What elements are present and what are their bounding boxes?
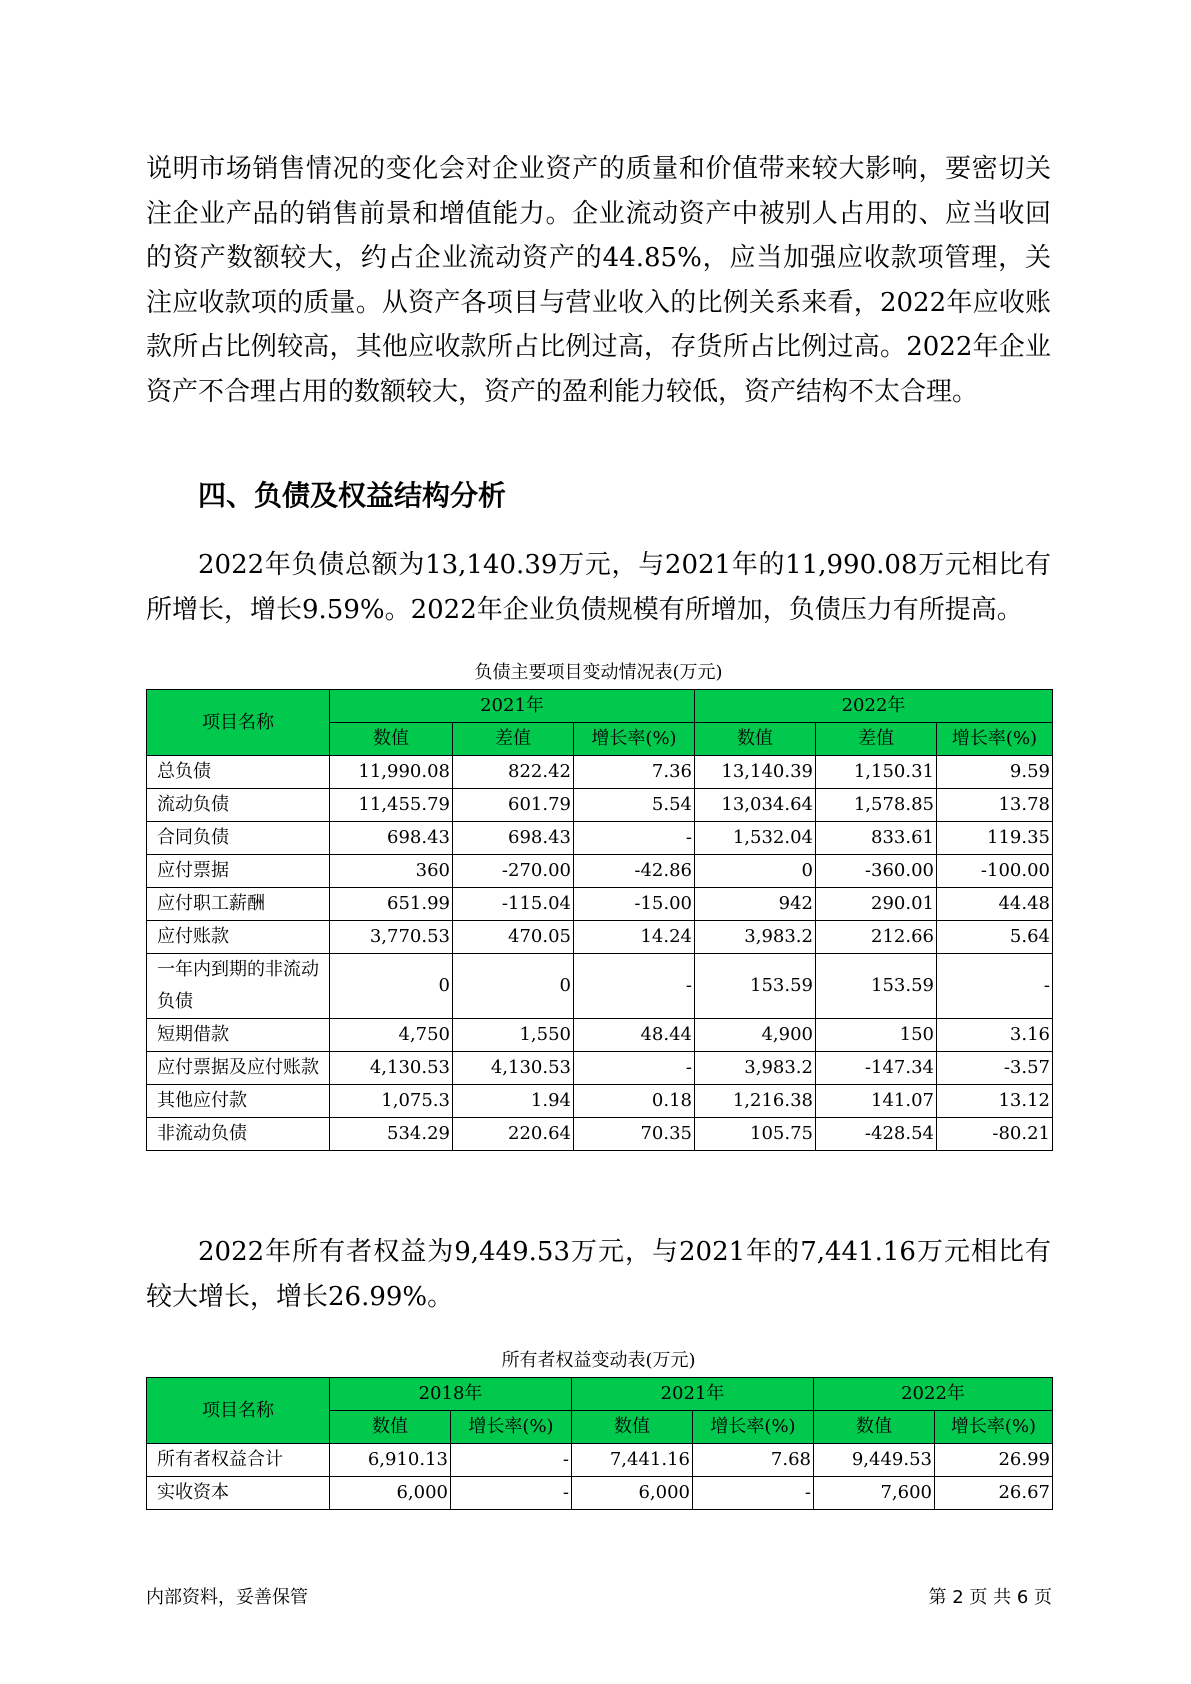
table-cell: -428.54 bbox=[816, 1118, 937, 1151]
table-cell: 11,990.08 bbox=[330, 756, 453, 789]
section-heading: 四、负债及权益结构分析 bbox=[198, 479, 507, 512]
table1-header-year-2021: 2021年 bbox=[330, 690, 695, 723]
table2-header-year-2022: 2022年 bbox=[814, 1378, 1053, 1411]
table-cell: 141.07 bbox=[816, 1085, 937, 1118]
footer-confidential: 内部资料，妥善保管 bbox=[146, 1587, 308, 1608]
table-cell: - bbox=[574, 822, 695, 855]
table-cell: 5.54 bbox=[574, 789, 695, 822]
table-cell: - bbox=[451, 1444, 572, 1477]
table-cell: -15.00 bbox=[574, 888, 695, 921]
table-cell: 212.66 bbox=[816, 921, 937, 954]
table-cell: 13.12 bbox=[937, 1085, 1053, 1118]
equity-table bbox=[146, 1377, 1053, 1510]
table-cell: 153.59 bbox=[816, 954, 937, 1019]
table-cell: 1,578.85 bbox=[816, 789, 937, 822]
table-row bbox=[147, 756, 1053, 789]
table-cell: 1,075.3 bbox=[330, 1085, 453, 1118]
table1-header-year-2022: 2022年 bbox=[695, 690, 1053, 723]
table2-col-header: 增长率(%) bbox=[693, 1411, 814, 1444]
table-cell: 11,455.79 bbox=[330, 789, 453, 822]
table-cell: 13.78 bbox=[937, 789, 1053, 822]
table-cell: 70.35 bbox=[574, 1118, 695, 1151]
table-cell: - bbox=[574, 1052, 695, 1085]
table1-col-header: 数值 bbox=[330, 723, 453, 756]
paragraph-liabilities: 2022年负债总额为13,140.39万元，与2021年的11,990.08万元相比有所增长，增长9.59%。2022年企业负债规模有所增加，负债压力有所提高。 bbox=[146, 550, 1051, 625]
table-row bbox=[147, 1052, 1053, 1085]
table2-col-header: 增长率(%) bbox=[935, 1411, 1053, 1444]
table-cell: - bbox=[574, 954, 695, 1019]
row-label: 应付票据及应付账款 bbox=[147, 1052, 330, 1085]
row-label: 非流动负债 bbox=[147, 1118, 330, 1151]
table-cell: 4,130.53 bbox=[330, 1052, 453, 1085]
table1-caption: 负债主要项目变动情况表(万元) bbox=[474, 662, 723, 683]
table-cell: -100.00 bbox=[937, 855, 1053, 888]
table-cell: 48.44 bbox=[574, 1019, 695, 1052]
row-label: 其他应付款 bbox=[147, 1085, 330, 1118]
table-cell: 1,550 bbox=[453, 1019, 574, 1052]
table-cell: 119.35 bbox=[937, 822, 1053, 855]
table-cell: 3,770.53 bbox=[330, 921, 453, 954]
table-cell: 601.79 bbox=[453, 789, 574, 822]
table-cell: 3.16 bbox=[937, 1019, 1053, 1052]
table-cell: 26.67 bbox=[935, 1477, 1053, 1510]
table-cell: 153.59 bbox=[695, 954, 816, 1019]
table-cell: 3,983.2 bbox=[695, 1052, 816, 1085]
table-cell: 5.64 bbox=[937, 921, 1053, 954]
table-row bbox=[147, 1019, 1053, 1052]
table2-header-year-2021: 2021年 bbox=[572, 1378, 814, 1411]
row-label: 短期借款 bbox=[147, 1019, 330, 1052]
table-cell: - bbox=[451, 1477, 572, 1510]
table-row bbox=[147, 1118, 1053, 1151]
table-cell: 6,000 bbox=[572, 1477, 693, 1510]
table-row bbox=[147, 1085, 1053, 1118]
table-row bbox=[147, 1477, 1053, 1510]
table-cell: -147.34 bbox=[816, 1052, 937, 1085]
row-label: 一年内到期的非流动负债 bbox=[147, 954, 330, 1019]
table-cell: 0 bbox=[453, 954, 574, 1019]
table-cell: 1,532.04 bbox=[695, 822, 816, 855]
table-row bbox=[147, 789, 1053, 822]
table-cell: 651.99 bbox=[330, 888, 453, 921]
table-cell: 4,900 bbox=[695, 1019, 816, 1052]
table-cell: 3,983.2 bbox=[695, 921, 816, 954]
table-cell: 4,750 bbox=[330, 1019, 453, 1052]
table-cell: 290.01 bbox=[816, 888, 937, 921]
table-cell: 822.42 bbox=[453, 756, 574, 789]
table-cell: 0 bbox=[695, 855, 816, 888]
table-cell: -270.00 bbox=[453, 855, 574, 888]
table-cell: 105.75 bbox=[695, 1118, 816, 1151]
table1-col-header: 增长率(%) bbox=[937, 723, 1053, 756]
table-cell: 833.61 bbox=[816, 822, 937, 855]
row-label: 实收资本 bbox=[147, 1477, 330, 1510]
table2-header-item: 项目名称 bbox=[147, 1378, 330, 1444]
table-cell: 698.43 bbox=[453, 822, 574, 855]
liabilities-table bbox=[146, 689, 1053, 1151]
table-cell: 220.64 bbox=[453, 1118, 574, 1151]
table1-col-header: 差值 bbox=[453, 723, 574, 756]
table-row bbox=[147, 822, 1053, 855]
table-cell: 1,150.31 bbox=[816, 756, 937, 789]
table1-header-item: 项目名称 bbox=[147, 690, 330, 756]
table-cell: 360 bbox=[330, 855, 453, 888]
table-cell: 698.43 bbox=[330, 822, 453, 855]
table-cell: 534.29 bbox=[330, 1118, 453, 1151]
table-cell: 7,600 bbox=[814, 1477, 935, 1510]
table1-col-header: 差值 bbox=[816, 723, 937, 756]
table-cell: 44.48 bbox=[937, 888, 1053, 921]
table-cell: -80.21 bbox=[937, 1118, 1053, 1151]
table-cell: 4,130.53 bbox=[453, 1052, 574, 1085]
row-label: 所有者权益合计 bbox=[147, 1444, 330, 1477]
paragraph-equity: 2022年所有者权益为9,449.53万元，与2021年的7,441.16万元相比有较大增长，增长26.99%。 bbox=[146, 1237, 1051, 1312]
table-cell: 6,000 bbox=[330, 1477, 451, 1510]
table-row bbox=[147, 1444, 1053, 1477]
table-cell: 6,910.13 bbox=[330, 1444, 451, 1477]
footer-page-number: 第 2 页 共 6 页 bbox=[928, 1587, 1052, 1608]
table-cell: 942 bbox=[695, 888, 816, 921]
table-cell: 7.36 bbox=[574, 756, 695, 789]
table-cell: 9,449.53 bbox=[814, 1444, 935, 1477]
table-cell: -115.04 bbox=[453, 888, 574, 921]
table-cell: 1,216.38 bbox=[695, 1085, 816, 1118]
row-label: 流动负债 bbox=[147, 789, 330, 822]
table-cell: -360.00 bbox=[816, 855, 937, 888]
table-cell: 26.99 bbox=[935, 1444, 1053, 1477]
table1-col-header: 数值 bbox=[695, 723, 816, 756]
table2-col-header: 数值 bbox=[814, 1411, 935, 1444]
table-cell: 7.68 bbox=[693, 1444, 814, 1477]
table-row bbox=[147, 855, 1053, 888]
table-row bbox=[147, 954, 1053, 1019]
table-row bbox=[147, 921, 1053, 954]
table-cell: 470.05 bbox=[453, 921, 574, 954]
row-label: 应付票据 bbox=[147, 855, 330, 888]
row-label: 合同负债 bbox=[147, 822, 330, 855]
paragraph-asset-structure: 说明市场销售情况的变化会对企业资产的质量和价值带来较大影响，要密切关注企业产品的销售前景和增值能力。企业流动资产中被别人占用的、应当收回的资产数额较大，约占企业流动资产的44.85%，应当加强应收款项管理，关注应收款项的质量。从资产各项目与营业收入的比例关系来看，2022年应收账款所占比例较高，其他应收款所占比例过高，存货所占比例过高。2022年企业资产不合理占用的数额较大，资产的盈利能力较低，资产结构不太合理。 bbox=[146, 154, 1051, 407]
row-label: 应付账款 bbox=[147, 921, 330, 954]
table-cell: 0.18 bbox=[574, 1085, 695, 1118]
table2-col-header: 增长率(%) bbox=[451, 1411, 572, 1444]
table-cell: 0 bbox=[330, 954, 453, 1019]
table1-col-header: 增长率(%) bbox=[574, 723, 695, 756]
table-cell: 150 bbox=[816, 1019, 937, 1052]
table-cell: 9.59 bbox=[937, 756, 1053, 789]
table2-col-header: 数值 bbox=[572, 1411, 693, 1444]
table2-caption: 所有者权益变动表(万元) bbox=[501, 1350, 696, 1371]
table-cell: 7,441.16 bbox=[572, 1444, 693, 1477]
table-cell: -3.57 bbox=[937, 1052, 1053, 1085]
row-label: 总负债 bbox=[147, 756, 330, 789]
table2-col-header: 数值 bbox=[330, 1411, 451, 1444]
table-cell: 1.94 bbox=[453, 1085, 574, 1118]
row-label: 应付职工薪酬 bbox=[147, 888, 330, 921]
table-row bbox=[147, 888, 1053, 921]
table-cell: -42.86 bbox=[574, 855, 695, 888]
table2-header-year-2018: 2018年 bbox=[330, 1378, 572, 1411]
table-cell: 14.24 bbox=[574, 921, 695, 954]
table-cell: - bbox=[693, 1477, 814, 1510]
table-cell: 13,140.39 bbox=[695, 756, 816, 789]
table-cell: 13,034.64 bbox=[695, 789, 816, 822]
table-cell: - bbox=[937, 954, 1053, 1019]
